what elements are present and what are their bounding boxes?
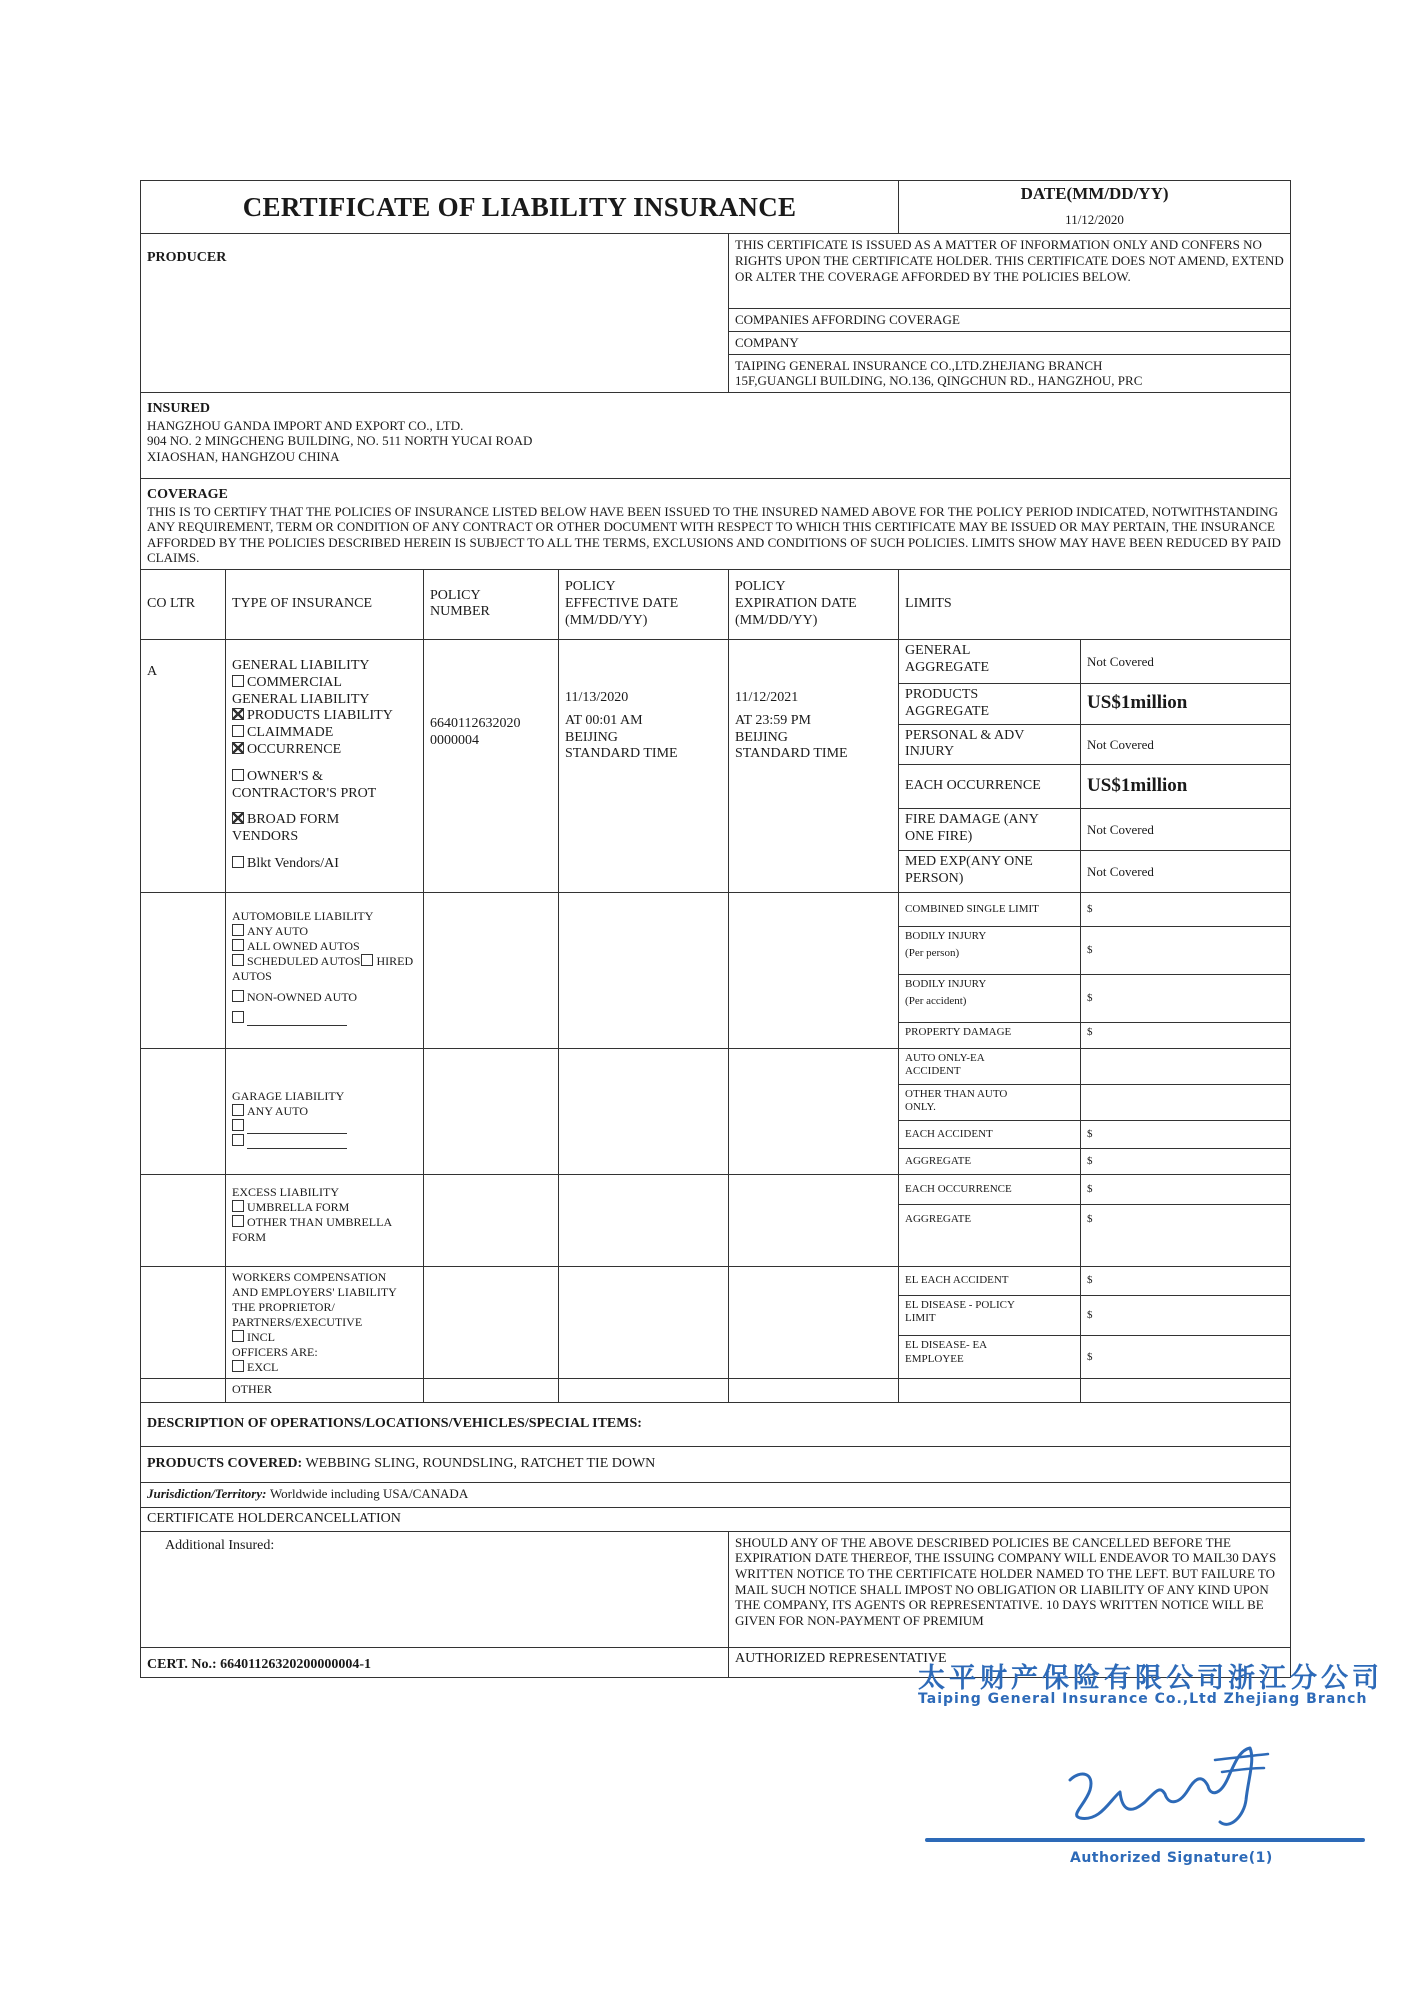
policy-number-header-1: POLICY (430, 587, 481, 603)
limit-combined-single-value: $ (1081, 893, 1291, 927)
auto-liability-title: AUTOMOBILE LIABILITY (232, 909, 374, 924)
limit-label: INJURY (905, 744, 955, 760)
excess-policy-number (424, 1175, 559, 1267)
authorized-representative: AUTHORIZED REPRESENTATIVE (729, 1647, 1291, 1677)
incl-option (232, 1330, 417, 1345)
additional-insured-label: Additional Insured: (165, 1537, 275, 1553)
limit-bodily-accident-value: $ (1081, 975, 1291, 1023)
garage-liability-types (226, 1049, 424, 1175)
garage-blank-option-2 (232, 1134, 417, 1149)
cert-no-cell (141, 1647, 729, 1677)
additional-insured-cell (141, 1531, 729, 1647)
garage-any-auto-option (232, 1104, 417, 1119)
excess-liability-types (226, 1175, 424, 1267)
signature-line (925, 1838, 1365, 1842)
company-label: COMPANY (729, 331, 1291, 354)
limit-label: AGGREGATE (905, 703, 990, 719)
other-effective (559, 1379, 729, 1403)
limit-personal-adv-injury (899, 724, 1081, 765)
general-liability-effective (559, 639, 729, 892)
stamp-chinese: 太平财产保险有限公司浙江分公司 (918, 1663, 1383, 1694)
checkbox-unchecked[interactable] (232, 1134, 244, 1146)
hired-label: HIRED (376, 954, 414, 969)
limit-other-than-auto (899, 1085, 1081, 1121)
limit-el-disease-policy-value: $ (1081, 1295, 1291, 1336)
limit-label: EMPLOYEE (905, 1352, 964, 1365)
territory-value: Worldwide including USA/CANADA (269, 1486, 469, 1502)
insured-address-line2: XIAOSHAN, HANGHZOU CHINA (147, 448, 340, 464)
date-cell (899, 181, 1291, 234)
expiration-header-1: POLICY (735, 579, 786, 595)
stamp-english: Taiping General Insurance Co.,Ltd Zhejiang Branch (918, 1691, 1368, 1707)
excess-expiration (729, 1175, 899, 1267)
limit-excess-aggregate: AGGREGATE (899, 1205, 1081, 1267)
limit-med-exp (899, 851, 1081, 893)
limit-label: PRODUCTS (905, 686, 979, 702)
all-owned-option (232, 939, 417, 954)
limit-label: (Per person) (905, 947, 960, 960)
limit-label: OTHER THAN AUTO (905, 1088, 1008, 1101)
limit-excess-each-occurrence-value: $ (1081, 1175, 1291, 1205)
effective-header-1: POLICY (565, 579, 616, 595)
checkbox-unchecked[interactable] (232, 954, 244, 966)
owners-option (232, 769, 417, 786)
auto-policy-number (424, 893, 559, 1049)
limit-label: (Per accident) (905, 995, 967, 1008)
limit-el-disease-policy (899, 1295, 1081, 1336)
insured-label: INSURED (147, 400, 211, 416)
signature-label: Authorized Signature(1) (1070, 1850, 1273, 1866)
coverage-cell (141, 478, 1291, 569)
producer-cell (141, 234, 729, 392)
other-label: OTHER (226, 1379, 424, 1403)
limit-bodily-person (899, 927, 1081, 975)
col-header-co-ltr: CO LTR (141, 569, 226, 639)
checkbox-checked[interactable] (232, 812, 244, 824)
limit-el-each-accident: EL EACH ACCIDENT (899, 1267, 1081, 1296)
checkbox-checked[interactable] (232, 708, 244, 720)
effective-zone-1: BEIJING (565, 729, 618, 745)
garage-blank-option-1 (232, 1119, 417, 1134)
checkbox-unchecked[interactable] (232, 856, 244, 868)
checkbox-unchecked[interactable] (232, 1215, 244, 1227)
other-limit (899, 1379, 1081, 1403)
limit-el-disease-employee (899, 1336, 1081, 1379)
general-liability-title: GENERAL LIABILITY (232, 657, 370, 673)
blkt-vendors-option (232, 856, 417, 873)
broad-form-label: BROAD FORM (247, 812, 340, 828)
limit-excess-each-occurrence: EACH OCCURRENCE (899, 1175, 1081, 1205)
products-liability-option (232, 708, 417, 725)
certificate-table (140, 180, 1291, 1678)
col-header-type: TYPE OF INSURANCE (226, 569, 424, 639)
occurrence-option (232, 742, 417, 759)
broad-form-option-line2: VENDORS (232, 829, 299, 845)
excess-effective (559, 1175, 729, 1267)
col-header-expiration (729, 569, 899, 639)
checkbox-unchecked[interactable] (232, 1011, 244, 1023)
auto-liability-types (226, 893, 424, 1049)
expiration-date: 11/12/2021 (735, 689, 799, 705)
limit-bodily-accident (899, 975, 1081, 1023)
limit-products-aggregate (899, 683, 1081, 724)
limit-garage-aggregate-value: $ (1081, 1149, 1291, 1175)
other-policy-number (424, 1379, 559, 1403)
checkbox-unchecked[interactable] (232, 1330, 244, 1342)
limit-label: PERSON) (905, 870, 964, 886)
workers-effective (559, 1267, 729, 1379)
cert-no-label: CERT. No.: (147, 1656, 217, 1672)
umbrella-label: UMBRELLA FORM (247, 1200, 350, 1215)
cert-no-value: 66401126320200000004-1 (220, 1656, 372, 1672)
company-stamp (918, 1656, 1398, 1707)
broad-form-option (232, 812, 417, 829)
excess-liability-title: EXCESS LIABILITY (232, 1185, 339, 1200)
auto-effective (559, 893, 729, 1049)
garage-policy-number (424, 1049, 559, 1175)
limit-garage-each-accident: EACH ACCIDENT (899, 1121, 1081, 1149)
limit-other-than-auto-value (1081, 1085, 1291, 1121)
checkbox-unchecked[interactable] (232, 769, 244, 781)
policy-number-line1: 6640112632020 (430, 715, 521, 731)
limit-label: ONE FIRE) (905, 828, 973, 844)
products-covered-label: PRODUCTS COVERED: (147, 1456, 303, 1472)
workers-comp-line-4: PARTNERS/EXECUTIVE (232, 1315, 363, 1330)
all-owned-label: ALL OWNED AUTOS (247, 939, 360, 954)
garage-liability-title: GARAGE LIABILITY (232, 1089, 345, 1104)
date-label: DATE(MM/DD/YY) (1020, 184, 1169, 203)
auto-co-ltr (141, 893, 226, 1049)
general-liability-expiration (729, 639, 899, 892)
autos-label: AUTOS (232, 969, 272, 984)
workers-comp-line-2: AND EMPLOYERS' LIABILITY (232, 1285, 397, 1300)
limit-label: LIMIT (905, 1311, 936, 1324)
limit-label: ACCIDENT (905, 1065, 961, 1078)
checkbox-unchecked[interactable] (232, 1119, 244, 1131)
products-covered-value: WEBBING SLING, ROUNDSLING, RATCHET TIE DOWN (305, 1456, 656, 1472)
limit-el-each-accident-value: $ (1081, 1267, 1291, 1296)
limit-each-occurrence-value: US$1million (1081, 765, 1291, 809)
excl-option (232, 1360, 417, 1375)
checkbox-unchecked[interactable] (232, 675, 244, 687)
limit-label: PERSONAL & ADV (905, 727, 1025, 743)
limit-label: EL DISEASE - POLICY (905, 1298, 1015, 1311)
auto-blank-option (232, 1011, 417, 1026)
excl-label: EXCL (247, 1360, 279, 1375)
scheduled-label: SCHEDULED AUTOS (247, 954, 361, 969)
producer-label: PRODUCER (147, 250, 227, 266)
cancellation-text: SHOULD ANY OF THE ABOVE DESCRIBED POLICIES BE CANCELLED BEFORE THE EXPIRATION DATE THEREOF, THE ISSUING COMPANY WILL ENDEAVOR TO MAIL30 DAYS WRITTEN NOTICE TO THE CERTIFICATE HOLDER NAMED TO THE LEFT. BUT FAILURE TO MAIL SUCH NOTICE SHALL IMPOST NO OBLIGATION OR LIABILITY OF ANY KIND UPON THE COMPANY, ITS AGENTS OR REPRESENTATIVE. 10 DAYS WRITTEN NOTICE WILL BE GIVEN FOR NON-PAYMENT OF PREMIUM (729, 1531, 1291, 1647)
checkbox-unchecked[interactable] (361, 954, 373, 966)
limit-med-exp-value: Not Covered (1081, 851, 1291, 893)
col-header-policy-number (424, 569, 559, 639)
other-umbrella-label: OTHER THAN UMBRELLA (247, 1215, 393, 1230)
garage-expiration (729, 1049, 899, 1175)
coverage-text: THIS IS TO CERTIFY THAT THE POLICIES OF INSURANCE LISTED BELOW HAVE BEEN ISSUED TO THE INSURED NAMED ABOVE FOR THE POLICY PERIOD INDICATED, NOTWITHSTANDING ANY REQUIREMENT, TERM OR CONDITION OF ANY CONTRACT OR OTHER DOCUMENT WITH RESPECT TO WHICH THIS CERTIFICATE MAY BE ISSUED OR MAY PERTAIN, THE INSURANCE AFFORDED BY THE POLICIES DESCRIBED HEREIN IS SUBJECT TO ALL THE TERMS, EXCLUSIONS AND CONDITIONS OF SUCH POLICIES. LIMITS SHOW MAY HAVE BEEN REDUCED BY PAID CLAIMS. (147, 503, 1281, 566)
checkbox-unchecked[interactable] (232, 1200, 244, 1212)
checkbox-unchecked[interactable] (232, 725, 244, 737)
handwritten-signature (1050, 1730, 1280, 1840)
expiration-header-2: EXPIRATION DATE (735, 596, 857, 612)
workers-policy-number (424, 1267, 559, 1379)
any-auto-label: ANY AUTO (247, 924, 309, 939)
owners-option-line2: CONTRACTOR'S PROT (232, 785, 377, 801)
officers-label: OFFICERS ARE: (232, 1345, 318, 1360)
non-owned-label: NON-OWNED AUTO (247, 990, 358, 1005)
insured-name: HANGZHOU GANDA IMPORT AND EXPORT CO., LTD. (147, 417, 464, 433)
description-label: DESCRIPTION OF OPERATIONS/LOCATIONS/VEHICLES/SPECIAL ITEMS: (141, 1403, 1291, 1447)
workers-comp-line-1: WORKERS COMPENSATION (232, 1270, 387, 1285)
general-liability-types (226, 639, 424, 892)
limit-label: EACH OCCURRENCE (905, 778, 1041, 794)
insured-address-line1: 904 NO. 2 MINGCHENG BUILDING, NO. 511 NORTH YUCAI ROAD (147, 433, 533, 449)
workers-expiration (729, 1267, 899, 1379)
blank-line (247, 1025, 347, 1026)
limit-fire-damage-value: Not Covered (1081, 809, 1291, 851)
blank-line (247, 1148, 347, 1149)
expiration-zone-2: STANDARD TIME (735, 746, 848, 762)
limit-garage-aggregate: AGGREGATE (899, 1149, 1081, 1175)
expiration-zone-1: BEIJING (735, 729, 788, 745)
other-expiration (729, 1379, 899, 1403)
limit-products-aggregate-value: US$1million (1081, 683, 1291, 724)
company-name: TAIPING GENERAL INSURANCE CO.,LTD.ZHEJIANG BRANCH (735, 357, 1103, 373)
limit-label: BODILY INJURY (905, 930, 987, 943)
other-umbrella-label-line2: FORM (232, 1230, 267, 1245)
effective-header-3: (MM/DD/YY) (565, 612, 648, 628)
limit-label: EL DISEASE- EA (905, 1339, 988, 1352)
limit-each-occurrence (899, 765, 1081, 809)
certificate-title: CERTIFICATE OF LIABILITY INSURANCE (141, 181, 899, 234)
limit-label: GENERAL (905, 642, 971, 658)
company-address: 15F,GUANGLI BUILDING, NO.136, QINGCHUN RD., HANGZHOU, PRC (735, 373, 1143, 389)
limit-personal-adv-injury-value: Not Covered (1081, 724, 1291, 765)
checkbox-unchecked[interactable] (232, 1104, 244, 1116)
general-liability-policy-number (424, 639, 559, 892)
checkbox-unchecked[interactable] (232, 1360, 244, 1372)
excess-co-ltr (141, 1175, 226, 1267)
garage-co-ltr (141, 1049, 226, 1175)
other-umbrella-option (232, 1215, 417, 1230)
limit-combined-single: COMBINED SINGLE LIMIT (899, 893, 1081, 927)
umbrella-option (232, 1200, 417, 1215)
col-header-limits: LIMITS (899, 569, 1291, 639)
commercial-label: COMMERCIAL (247, 674, 342, 690)
date-value: 11/12/2020 (1065, 212, 1124, 228)
checkbox-unchecked[interactable] (232, 924, 244, 936)
scheduled-option (232, 954, 417, 969)
limit-label: AGGREGATE (905, 659, 990, 675)
expiration-time: AT 23:59 PM (735, 712, 811, 728)
effective-zone-2: STANDARD TIME (565, 746, 678, 762)
checkbox-checked[interactable] (232, 742, 244, 754)
owners-label: OWNER'S & (247, 768, 324, 784)
commercial-option-line2: GENERAL LIABILITY (232, 691, 370, 707)
claimsmade-option (232, 725, 417, 742)
certificate (140, 180, 1290, 1678)
companies-affording-label: COMPANIES AFFORDING COVERAGE (729, 309, 1291, 332)
garage-any-auto-label: ANY AUTO (247, 1104, 309, 1119)
workers-comp-line-3: THE PROPRIETOR/ (232, 1300, 335, 1315)
limit-auto-only (899, 1049, 1081, 1085)
checkbox-unchecked[interactable] (232, 939, 244, 951)
limit-el-disease-employee-value: $ (1081, 1336, 1291, 1379)
garage-effective (559, 1049, 729, 1175)
products-liability-label: PRODUCTS LIABILITY (247, 708, 393, 724)
policy-number-header-2: NUMBER (430, 604, 490, 620)
territory-row (141, 1483, 1291, 1508)
claimsmade-label: CLAIMMADE (247, 725, 334, 741)
limit-general-aggregate (899, 639, 1081, 683)
occurrence-label: OCCURRENCE (247, 741, 342, 757)
workers-comp-types (226, 1267, 424, 1379)
limit-label: AUTO ONLY-EA (905, 1052, 985, 1065)
limit-bodily-person-value: $ (1081, 927, 1291, 975)
limit-label: ONLY. (905, 1101, 936, 1114)
non-owned-option (232, 990, 417, 1005)
limit-label: FIRE DAMAGE (ANY (905, 812, 1039, 828)
effective-time: AT 00:01 AM (565, 712, 643, 728)
other-co-ltr (141, 1379, 226, 1403)
workers-co-ltr (141, 1267, 226, 1379)
company-cell (729, 354, 1291, 392)
limit-excess-aggregate-value: $ (1081, 1205, 1291, 1267)
limit-label: MED EXP(ANY ONE (905, 854, 1033, 870)
holder-label: CERTIFICATE HOLDERCANCELLATION (141, 1507, 1291, 1531)
coverage-label: COVERAGE (147, 486, 228, 502)
policy-number-line2: 0000004 (430, 732, 479, 748)
limit-garage-each-accident-value: $ (1081, 1121, 1291, 1149)
incl-label: INCL (247, 1330, 275, 1345)
checkbox-unchecked[interactable] (232, 990, 244, 1002)
limit-general-aggregate-value: Not Covered (1081, 639, 1291, 683)
any-auto-option (232, 924, 417, 939)
limit-property-damage-value: $ (1081, 1023, 1291, 1049)
limit-auto-only-value (1081, 1049, 1291, 1085)
general-liability-co-ltr: A (141, 639, 226, 892)
limit-label: BODILY INJURY (905, 978, 987, 991)
information-notice: THIS CERTIFICATE IS ISSUED AS A MATTER OF INFORMATION ONLY AND CONFERS NO RIGHTS UPON THE CERTIFICATE HOLDER. THIS CERTIFICATE DOES NOT AMEND, EXTEND OR ALTER THE COVERAGE AFFORDED BY THE POLICIES BELOW. (729, 234, 1291, 309)
products-covered-row (141, 1447, 1291, 1483)
commercial-option (232, 675, 417, 692)
limit-property-damage: PROPERTY DAMAGE (899, 1023, 1081, 1049)
territory-label: Jurisdiction/Territory: (147, 1486, 267, 1502)
expiration-header-3: (MM/DD/YY) (735, 612, 818, 628)
col-header-effective (559, 569, 729, 639)
effective-header-2: EFFECTIVE DATE (565, 596, 679, 612)
auto-expiration (729, 893, 899, 1049)
limit-fire-damage (899, 809, 1081, 851)
blkt-vendors-label: Blkt Vendors/AI (247, 855, 339, 871)
effective-date: 11/13/2020 (565, 689, 629, 705)
insured-cell (141, 392, 1291, 478)
other-limit-value (1081, 1379, 1291, 1403)
